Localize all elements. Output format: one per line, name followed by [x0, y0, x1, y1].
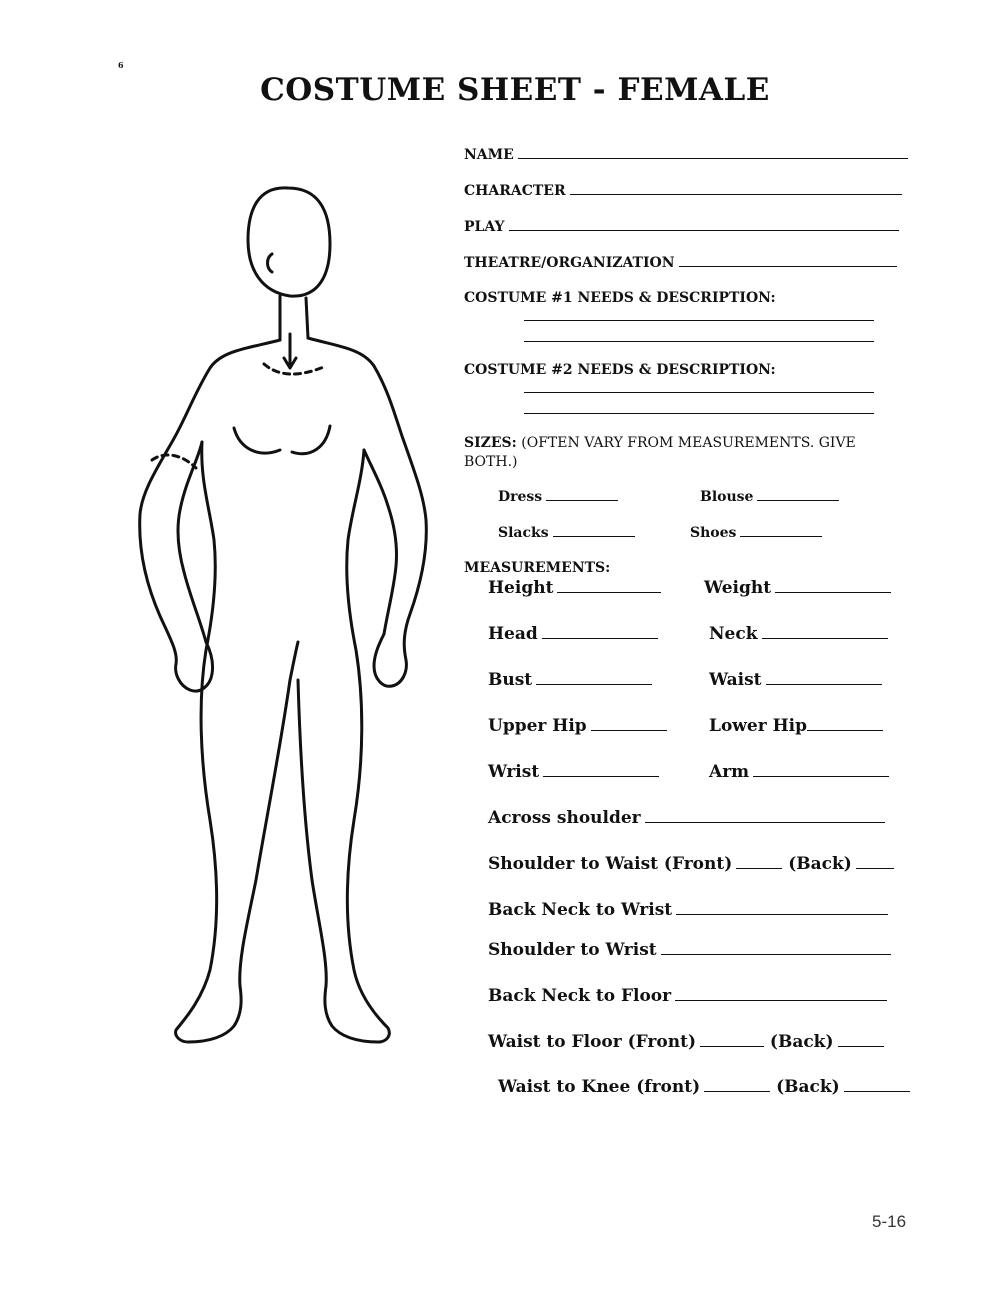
back-neck-to-floor-label: Back Neck to Floor [488, 986, 672, 1006]
back-neck-to-wrist-label: Back Neck to Wrist [488, 900, 673, 920]
costume2-label: COSTUME #2 NEEDS & DESCRIPTION: [464, 362, 776, 378]
lower-hip-field[interactable] [709, 716, 883, 736]
bust-field[interactable] [488, 670, 652, 690]
back-neck-to-floor-line[interactable] [675, 988, 887, 1001]
waist-to-floor-field[interactable] [488, 1032, 884, 1052]
head-line[interactable] [542, 626, 658, 639]
slacks-line[interactable] [553, 524, 635, 537]
back-neck-to-floor-field[interactable] [488, 986, 887, 1006]
wrist-label: Wrist [488, 762, 540, 782]
theatre-line[interactable] [679, 254, 897, 267]
across-shoulder-label: Across shoulder [488, 808, 641, 828]
page-title: COSTUME SHEET - FEMALE [260, 72, 770, 108]
wrist-field[interactable] [488, 762, 659, 782]
weight-field[interactable] [704, 578, 891, 598]
costume1-line-2[interactable] [524, 341, 874, 342]
waist-to-floor-label: Waist to Floor (Front) [488, 1032, 696, 1052]
neck-label: Neck [709, 624, 758, 644]
dress-field[interactable] [498, 488, 618, 505]
character-line[interactable] [570, 182, 902, 195]
shoulder-to-waist-field[interactable] [488, 854, 894, 874]
shoulder-to-waist-label: Shoulder to Waist (Front) [488, 854, 733, 874]
neck-line[interactable] [762, 626, 888, 639]
theatre-field[interactable] [464, 254, 897, 271]
costume2-line-2[interactable] [524, 413, 874, 414]
waist-to-knee-label: Waist to Knee (front) [498, 1077, 701, 1097]
lower-hip-line[interactable] [807, 718, 883, 731]
play-field[interactable] [464, 218, 899, 235]
shoulder-to-waist-back-line[interactable] [856, 856, 894, 869]
arm-field[interactable] [709, 762, 889, 782]
back-neck-to-wrist-field[interactable] [488, 900, 888, 920]
costume1-label: COSTUME #1 NEEDS & DESCRIPTION: [464, 290, 776, 306]
sizes-note-text: (OFTEN VARY FROM MEASUREMENTS. GIVE BOTH.) [464, 435, 856, 470]
costume2-line-1[interactable] [524, 392, 874, 393]
female-body-outline-figure [130, 180, 440, 1050]
waist-to-knee-front-line[interactable] [704, 1079, 770, 1092]
sizes-note [464, 434, 884, 472]
waist-to-knee-back-line[interactable] [844, 1079, 910, 1092]
shoes-label: Shoes [690, 525, 737, 541]
play-label: PLAY [464, 219, 505, 235]
bust-line[interactable] [536, 672, 652, 685]
across-shoulder-field[interactable] [488, 808, 885, 828]
dress-label: Dress [498, 489, 543, 505]
waist-to-knee-field[interactable] [498, 1077, 910, 1097]
height-line[interactable] [557, 580, 661, 593]
waist-to-floor-front-line[interactable] [700, 1034, 764, 1047]
page-number: 5-16 [872, 1212, 907, 1231]
shoulder-to-waist-front-line[interactable] [736, 856, 782, 869]
blouse-field[interactable] [700, 488, 839, 505]
slacks-label: Slacks [498, 525, 549, 541]
head-field[interactable] [488, 624, 658, 644]
play-line[interactable] [509, 218, 899, 231]
dress-line[interactable] [546, 488, 618, 501]
upper-hip-label: Upper Hip [488, 716, 587, 736]
sizes-heading: SIZES: [464, 435, 517, 451]
waist-to-knee-back-label: (Back) [776, 1077, 840, 1097]
costume1-line-1[interactable] [524, 320, 874, 321]
back-neck-to-wrist-line[interactable] [676, 902, 888, 915]
weight-label: Weight [704, 578, 772, 598]
arm-label: Arm [709, 762, 750, 782]
waist-line[interactable] [766, 672, 882, 685]
waist-field[interactable] [709, 670, 882, 690]
waist-to-floor-back-label: (Back) [769, 1032, 834, 1052]
shoes-line[interactable] [740, 524, 822, 537]
shoulder-to-wrist-line[interactable] [661, 942, 891, 955]
lower-hip-label: Lower Hip [709, 716, 808, 736]
upper-hip-field[interactable] [488, 716, 667, 736]
waist-to-floor-back-line[interactable] [838, 1034, 884, 1047]
wrist-line[interactable] [543, 764, 659, 777]
neck-field[interactable] [709, 624, 888, 644]
shoulder-to-waist-back-label: (Back) [788, 854, 852, 874]
shoes-field[interactable] [690, 524, 822, 541]
waist-label: Waist [709, 670, 762, 690]
blouse-label: Blouse [700, 489, 754, 505]
shoulder-to-wrist-field[interactable] [488, 940, 891, 960]
slacks-field[interactable] [498, 524, 635, 541]
upper-hip-line[interactable] [591, 718, 667, 731]
head-label: Head [488, 624, 538, 644]
height-field[interactable] [488, 578, 661, 598]
corner-number: 6 [118, 60, 124, 70]
character-field[interactable] [464, 182, 902, 199]
name-field[interactable] [464, 146, 908, 163]
arm-line[interactable] [753, 764, 889, 777]
blouse-line[interactable] [757, 488, 839, 501]
theatre-label: THEATRE/ORGANIZATION [464, 255, 675, 271]
bust-label: Bust [488, 670, 533, 690]
across-shoulder-line[interactable] [645, 810, 885, 823]
name-label: NAME [464, 147, 514, 163]
name-line[interactable] [518, 146, 908, 159]
character-label: CHARACTER [464, 183, 566, 199]
height-label: Height [488, 578, 554, 598]
measurements-heading: MEASUREMENTS: [464, 560, 611, 576]
shoulder-to-wrist-label: Shoulder to Wrist [488, 940, 657, 960]
weight-line[interactable] [775, 580, 891, 593]
